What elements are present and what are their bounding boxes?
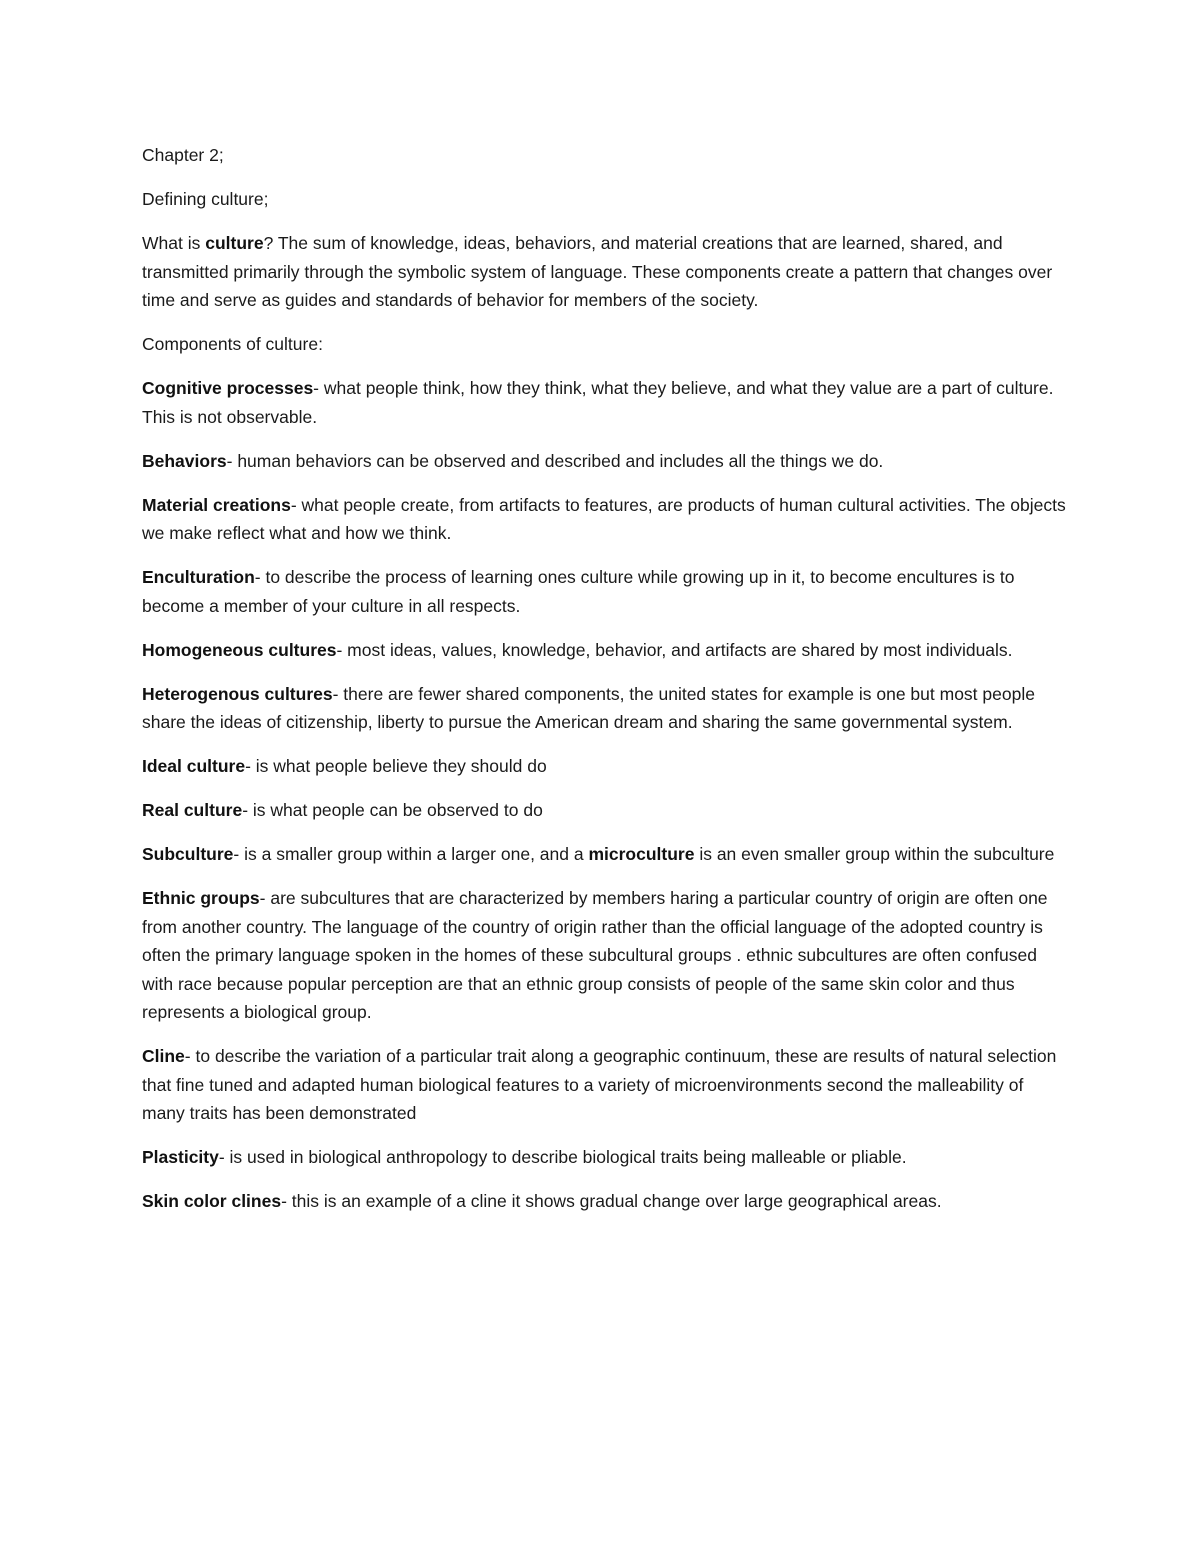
term-label: Subculture: [142, 844, 234, 864]
term-entry: [142, 1042, 1067, 1128]
culture-definition: [142, 229, 1067, 315]
question-lead: What is: [142, 233, 206, 253]
term-entry: [142, 752, 1067, 781]
term-description: - is what people can be observed to do: [242, 800, 543, 820]
term-description: is an even smaller group within the subculture: [694, 844, 1055, 864]
section-title: Defining culture;: [142, 189, 269, 209]
term-entry: [142, 636, 1067, 665]
term-entry: [142, 1187, 1067, 1216]
term-label: Cline: [142, 1046, 185, 1066]
chapter-heading: Chapter 2;: [142, 145, 224, 165]
term-label: Homogeneous cultures: [142, 639, 337, 660]
term-label: Material creations: [142, 494, 291, 515]
term-label: Heterogenous cultures: [142, 683, 333, 704]
term-label: Ethnic groups: [142, 888, 260, 908]
components-heading: Components of culture:: [142, 334, 323, 354]
term-label: Plasticity: [142, 1147, 219, 1167]
term-entry: [142, 374, 1067, 431]
term-entry: [142, 1143, 1067, 1172]
term-entry-subculture: [142, 840, 1067, 869]
term-description: - what people create, from artifacts to features, are products of human cultural activities. The objects we make reflect what and how we think.: [142, 494, 1066, 543]
term-entry: [142, 680, 1067, 737]
term-description: - is what people believe they should do: [245, 756, 547, 776]
term-description: - this is an example of a cline it shows gradual change over large geographical areas.: [281, 1191, 942, 1211]
term-label: Skin color clines: [142, 1191, 282, 1211]
term-description: - there are fewer shared components, the united states for example is one but most people share the ideas of citizenship, liberty to pursue the American dream and sharing the same governmental system.: [142, 683, 1035, 732]
term-label-microculture: microculture: [588, 844, 695, 864]
term-description: - most ideas, values, knowledge, behavior, and artifacts are shared by most individuals.: [336, 639, 1013, 660]
term-culture: culture: [205, 233, 264, 253]
term-entry: [142, 563, 1067, 620]
term-description: - is used in biological anthropology to describe biological traits being malleable or pliable.: [218, 1147, 907, 1167]
document-body: [142, 141, 1067, 1231]
term-description: - to describe the variation of a particular trait along a geographic continuum, these are results of natural selection that fine tuned and adapted human biological features to a variety of microenvironments second the malleability of many traits has been demonstrated: [142, 1046, 1057, 1123]
term-description: - to describe the process of learning ones culture while growing up in it, to become encultures is to become a member of your culture in all respects.: [142, 567, 1015, 616]
term-label: Cognitive processes: [142, 378, 314, 398]
term-entry: [142, 491, 1067, 548]
definition-text: ? The sum of knowledge, ideas, behaviors, and material creations that are learned, shared, and transmitted primarily through the symbolic system of language. These components create a pattern that changes over time and serve as guides and standards of behavior for members of the society.: [142, 233, 1053, 310]
term-description: - what people think, how they think, what they believe, and what they value are a part of culture. This is not observable.: [142, 378, 1054, 427]
term-label: Behaviors: [142, 450, 227, 471]
term-entry: [142, 447, 1067, 476]
term-entry: [142, 884, 1067, 1027]
term-entry: [142, 796, 1067, 825]
term-label: Real culture: [142, 800, 243, 820]
term-description: - human behaviors can be observed and described and includes all the things we do.: [226, 450, 884, 471]
term-description: - are subcultures that are characterized by members haring a particular country of origin are often one from another country. The language of the country of origin rather than the official language of the adopted country is often the primary language spoken in the homes of these subcultural groups . ethnic subcultures are often confused with race because popular perception are that an ethnic group consists of people of the same skin color and thus represents a biological group.: [142, 888, 1048, 1022]
term-label: Ideal culture: [142, 756, 246, 776]
term-label: Enculturation: [142, 567, 255, 587]
term-description: - is a smaller group within a larger one, and a: [233, 844, 589, 864]
